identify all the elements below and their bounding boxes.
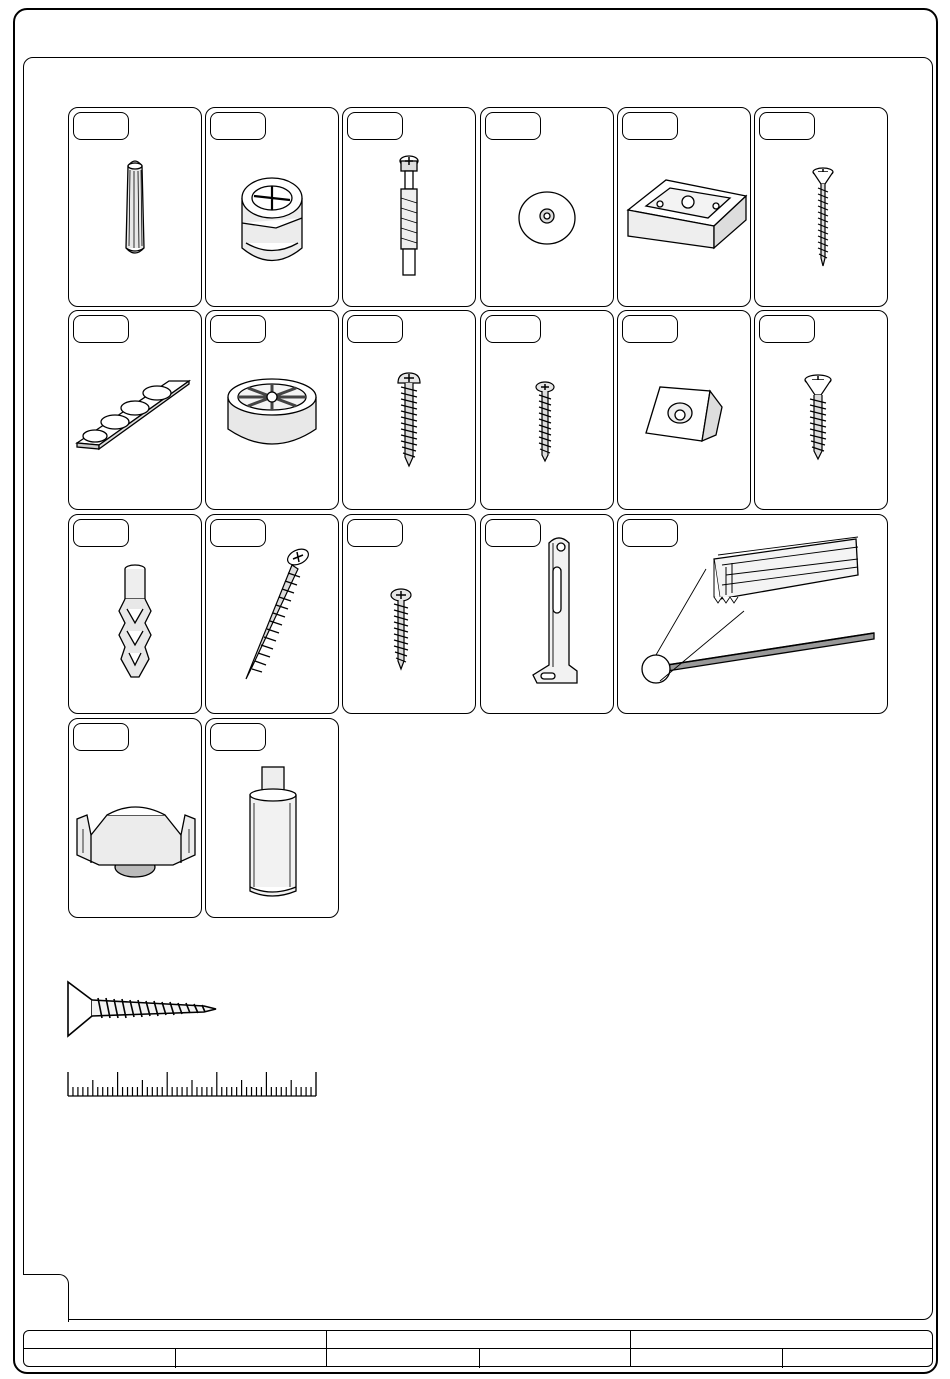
part-card-p9 <box>342 310 476 510</box>
bumper-pad-strip-icon <box>69 311 203 511</box>
small-pan-head-screw-icon <box>481 311 615 511</box>
part-card-p17 <box>617 514 888 714</box>
wall-plug-icon <box>69 515 203 715</box>
furniture-glide-icon <box>206 311 340 511</box>
part-card-p13 <box>68 514 202 714</box>
part-card-p11 <box>617 310 751 510</box>
countersunk-screw-diagram-icon <box>64 978 224 1042</box>
cam-lock-icon <box>206 108 340 308</box>
frame-notch <box>23 1274 69 1322</box>
measuring-ruler-icon <box>66 1070 320 1100</box>
part-card-p3 <box>342 107 476 307</box>
part-card-p7 <box>68 310 202 510</box>
washer-icon <box>481 108 615 308</box>
part-card-p16 <box>480 514 614 714</box>
mounting-block-icon <box>618 108 752 308</box>
part-card-p4 <box>480 107 614 307</box>
countersunk-screw-icon <box>755 311 889 511</box>
part-card-p15 <box>342 514 476 714</box>
part-card-p19 <box>205 718 339 918</box>
long-screw-icon <box>206 515 340 715</box>
short-screw-icon <box>343 515 477 715</box>
part-card-p10 <box>480 310 614 510</box>
corner-bracket-icon <box>618 311 752 511</box>
part-card-p12 <box>754 310 888 510</box>
spacer-post-icon <box>206 719 340 919</box>
part-card-p6 <box>754 107 888 307</box>
flat-head-screw-icon <box>755 108 889 308</box>
part-card-p5 <box>617 107 751 307</box>
part-card-p18 <box>68 718 202 918</box>
wooden-dowel-icon <box>69 108 203 308</box>
part-card-p14 <box>205 514 339 714</box>
part-card-p2 <box>205 107 339 307</box>
sliding-roller-icon <box>69 719 203 919</box>
title-block <box>23 1330 933 1367</box>
l-bracket-icon <box>481 515 615 715</box>
part-card-p1 <box>68 107 202 307</box>
pan-head-screw-icon <box>343 311 477 511</box>
part-card-p8 <box>205 310 339 510</box>
cam-bolt-icon <box>343 108 477 308</box>
sliding-rail-icon <box>618 515 889 715</box>
